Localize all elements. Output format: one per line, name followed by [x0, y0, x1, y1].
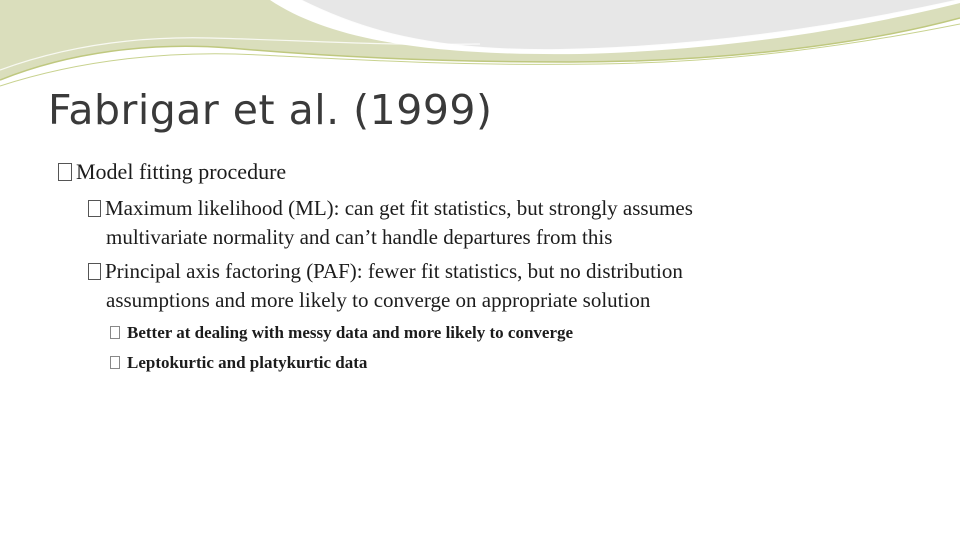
bullet-box-icon: [110, 326, 120, 339]
bullet-box-icon: [58, 163, 72, 181]
bullet-line: [88, 257, 848, 286]
bullet-text: Maximum likelihood (ML): can get fit statistics, but strongly assumes: [105, 196, 693, 220]
bullet-text: Model fitting procedure: [76, 159, 287, 184]
bullet-line: [88, 194, 848, 223]
bullet-box-icon: [88, 263, 101, 280]
bullet-kurtic-data: [110, 352, 367, 374]
bullet-maximum-likelihood: [88, 194, 848, 252]
bullet-text: Better at dealing with messy data and more likely to converge: [127, 323, 574, 342]
bullet-messy-data: [110, 322, 573, 344]
bullet-text: Leptokurtic and platykurtic data: [127, 353, 368, 372]
bullet-model-fitting: [58, 158, 286, 186]
slide-title: Fabrigar et al. (1999): [48, 86, 493, 134]
bullet-continuation: assumptions and more likely to converge on appropriate solution: [106, 288, 651, 312]
bullet-continuation: multivariate normality and can’t handle departures from this: [106, 225, 613, 249]
bullet-principal-axis: [88, 257, 848, 315]
bullet-box-icon: [88, 200, 101, 217]
bullet-text: Principal axis factoring (PAF): fewer fit statistics, but no distribution: [105, 259, 683, 283]
bullet-box-icon: [110, 356, 120, 369]
